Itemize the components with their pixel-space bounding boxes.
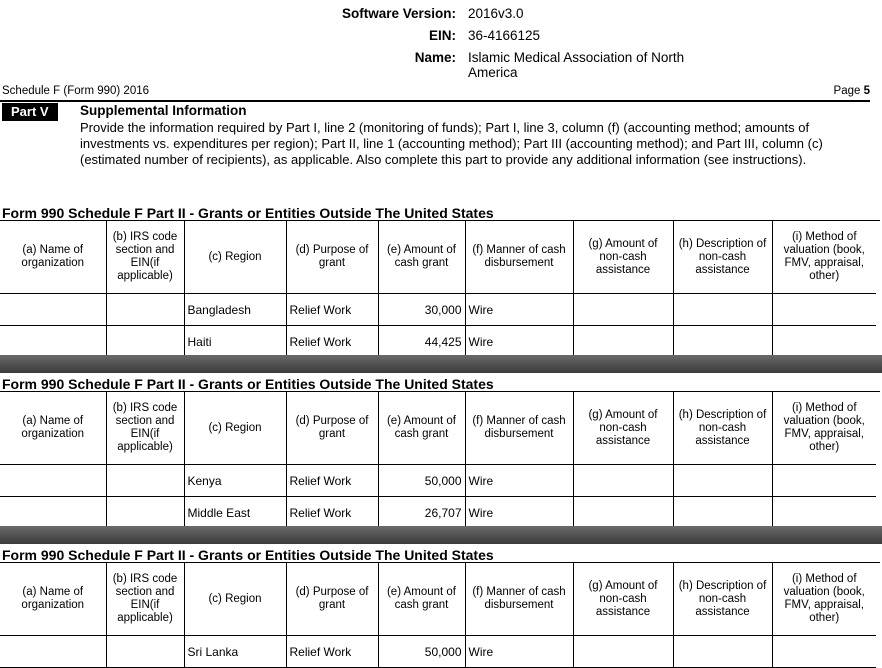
cell-purpose: Relief Work <box>286 636 378 668</box>
cell-manner: Wire <box>465 465 573 497</box>
table-row <box>0 636 876 668</box>
cell-name <box>0 326 106 358</box>
part-title: Supplemental Information <box>80 103 247 118</box>
ein-value: 36-4166125 <box>468 28 541 43</box>
col-header-valuation: (i) Method of valuation (book, FMV, appraisal, other) <box>772 563 876 636</box>
cell-noncash-description <box>673 294 772 326</box>
cell-purpose: Relief Work <box>286 497 378 529</box>
col-header-amount: (e) Amount of cash grant <box>378 392 465 465</box>
cell-noncash-description <box>673 326 772 358</box>
section-title: Form 990 Schedule F Part II - Grants or Entities Outside The United States <box>2 547 494 563</box>
schedule-form: Schedule F (Form 990) 2016 <box>2 85 150 97</box>
col-header-noncash-description: (h) Description of non-cash assistance <box>673 563 772 636</box>
cell-noncash-amount <box>573 326 673 358</box>
col-header-ein: (b) IRS code section and EIN(if applicable) <box>106 221 184 294</box>
col-header-purpose: (d) Purpose of grant <box>286 221 378 294</box>
cell-region: Kenya <box>184 465 286 497</box>
cell-ein <box>106 497 184 529</box>
table-header-row <box>0 392 876 465</box>
cell-manner: Wire <box>465 326 573 358</box>
grants-table <box>0 563 876 668</box>
cell-region: Haiti <box>184 326 286 358</box>
cell-manner: Wire <box>465 497 573 529</box>
col-header-valuation: (i) Method of valuation (book, FMV, appraisal, other) <box>772 392 876 465</box>
cell-valuation <box>772 326 876 358</box>
col-header-name: (a) Name of organization <box>0 563 106 636</box>
cell-noncash-amount <box>573 465 673 497</box>
page-number: 5 <box>863 85 870 97</box>
cell-amount: 44,425 <box>378 326 465 358</box>
cell-name <box>0 497 106 529</box>
name-value <box>468 50 728 80</box>
table-row <box>0 497 876 529</box>
name-value-line2: America <box>468 65 518 80</box>
cell-noncash-description <box>673 636 772 668</box>
software-version-label: Software Version: <box>341 6 456 21</box>
cell-amount: 50,000 <box>378 636 465 668</box>
cell-noncash-amount <box>573 636 673 668</box>
col-header-region: (c) Region <box>184 563 286 636</box>
cell-valuation <box>772 636 876 668</box>
col-header-name: (a) Name of organization <box>0 221 106 294</box>
cell-region: Sri Lanka <box>184 636 286 668</box>
col-header-region: (c) Region <box>184 392 286 465</box>
page-separator <box>0 526 882 544</box>
grants-table-wrap <box>0 220 880 358</box>
section-title: Form 990 Schedule F Part II - Grants or Entities Outside The United States <box>2 376 494 392</box>
cell-ein <box>106 294 184 326</box>
grants-table <box>0 392 876 529</box>
section-title: Form 990 Schedule F Part II - Grants or Entities Outside The United States <box>2 205 494 221</box>
col-header-ein: (b) IRS code section and EIN(if applicable) <box>106 392 184 465</box>
col-header-amount: (e) Amount of cash grant <box>378 563 465 636</box>
table-row <box>0 326 876 358</box>
part-description: Provide the information required by Part I, line 2 (monitoring of funds); Part I, line 3, column (f) (accounting method; amounts of investments vs. expenditures per region); Part II, line 1 (accounting method); Part III (accounting method); and Part III, column (c) (estimated number of recipients), as applicable. Also complete this part to provide any additional information (see instructions). <box>80 120 823 167</box>
cell-noncash-amount <box>573 294 673 326</box>
cell-ein <box>106 465 184 497</box>
grants-table <box>0 221 876 358</box>
col-header-valuation: (i) Method of valuation (book, FMV, appraisal, other) <box>772 221 876 294</box>
col-header-manner: (f) Manner of cash disbursement <box>465 392 573 465</box>
cell-purpose: Relief Work <box>286 294 378 326</box>
col-header-purpose: (d) Purpose of grant <box>286 563 378 636</box>
grants-table-wrap <box>0 562 880 668</box>
part-badge: Part V <box>2 103 58 121</box>
ein-label: EIN: <box>429 28 456 43</box>
cell-ein <box>106 326 184 358</box>
cell-manner: Wire <box>465 294 573 326</box>
cell-noncash-description <box>673 465 772 497</box>
name-label: Name: <box>414 50 456 65</box>
cell-purpose: Relief Work <box>286 326 378 358</box>
cell-noncash-amount <box>573 497 673 529</box>
col-header-noncash-amount: (g) Amount of non-cash assistance <box>573 392 673 465</box>
cell-name <box>0 636 106 668</box>
cell-region: Middle East <box>184 497 286 529</box>
cell-valuation <box>772 497 876 529</box>
col-header-noncash-amount: (g) Amount of non-cash assistance <box>573 221 673 294</box>
col-header-noncash-description: (h) Description of non-cash assistance <box>673 221 772 294</box>
cell-amount: 30,000 <box>378 294 465 326</box>
table-header-row <box>0 563 876 636</box>
col-header-noncash-amount: (g) Amount of non-cash assistance <box>573 563 673 636</box>
grants-table-wrap <box>0 391 880 529</box>
table-row <box>0 465 876 497</box>
table-row <box>0 294 876 326</box>
col-header-name: (a) Name of organization <box>0 392 106 465</box>
software-version-value: 2016v3.0 <box>468 6 524 21</box>
col-header-manner: (f) Manner of cash disbursement <box>465 563 573 636</box>
cell-valuation <box>772 294 876 326</box>
col-header-ein: (b) IRS code section and EIN(if applicable) <box>106 563 184 636</box>
name-value-line1: Islamic Medical Association of North <box>468 50 685 65</box>
col-header-noncash-description: (h) Description of non-cash assistance <box>673 392 772 465</box>
col-header-amount: (e) Amount of cash grant <box>378 221 465 294</box>
page-label: Page <box>833 85 861 97</box>
cell-amount: 50,000 <box>378 465 465 497</box>
cell-name <box>0 465 106 497</box>
cell-ein <box>106 636 184 668</box>
cell-amount: 26,707 <box>378 497 465 529</box>
cell-name <box>0 294 106 326</box>
col-header-purpose: (d) Purpose of grant <box>286 392 378 465</box>
cell-manner: Wire <box>465 636 573 668</box>
col-header-manner: (f) Manner of cash disbursement <box>465 221 573 294</box>
cell-region: Bangladesh <box>184 294 286 326</box>
table-header-row <box>0 221 876 294</box>
cell-noncash-description <box>673 497 772 529</box>
cell-purpose: Relief Work <box>286 465 378 497</box>
cell-valuation <box>772 465 876 497</box>
col-header-region: (c) Region <box>184 221 286 294</box>
page-separator <box>0 355 882 373</box>
page-indicator <box>834 85 870 97</box>
divider <box>0 100 870 102</box>
